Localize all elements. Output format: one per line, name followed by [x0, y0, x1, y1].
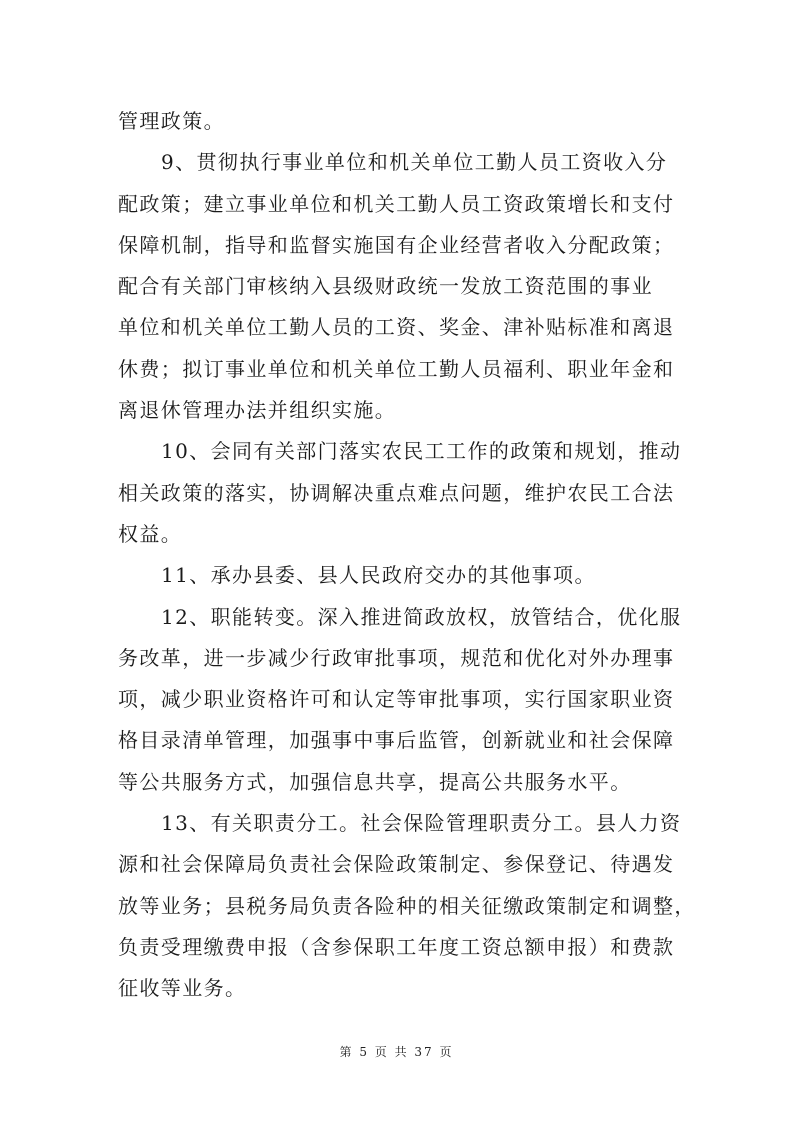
- text-line: 单位和机关单位工勤人员的工资、奖金、津补贴标准和离退: [118, 315, 675, 340]
- paragraph-item-11: [118, 555, 698, 596]
- paragraph-item-10: [118, 431, 698, 555]
- text-line: 项，减少职业资格许可和认定等审批事项，实行国家职业资: [118, 687, 675, 712]
- text-line: 负责受理缴费申报（含参保职工年度工资总额申报）和费款: [118, 934, 675, 959]
- text-line: 12、职能转变。深入推进简政放权，放管结合，优化服: [161, 604, 682, 629]
- paragraph-item-12: [118, 597, 698, 803]
- text-line: 离退休管理办法并组织实施。: [118, 398, 397, 423]
- text-line: 11、承办县委、县人民政府交办的其他事项。: [161, 563, 596, 588]
- paragraph-item-9: [118, 142, 698, 431]
- text-line: 保障机制，指导和监督实施国有企业经营者收入分配政策；: [118, 232, 675, 257]
- text-line: 13、有关职责分工。社会保险管理职责分工。县人力资: [161, 811, 682, 836]
- text-line: 源和社会保障局负责社会保险政策制定、参保登记、待遇发: [118, 852, 675, 877]
- document-body: [118, 101, 698, 1010]
- paragraph-continuation: [118, 101, 698, 142]
- paragraph-item-13: [118, 803, 698, 1009]
- text-line: 休费；拟订事业单位和机关单位工勤人员福利、职业年金和: [118, 356, 675, 381]
- text-line: 9、贯彻执行事业单位和机关单位工勤人员工资收入分: [161, 150, 668, 175]
- text-line: 权益。: [118, 521, 183, 546]
- text-line: 征收等业务。: [118, 976, 247, 1001]
- text-line: 等公共服务方式，加强信息共享，提高公共服务水平。: [118, 769, 632, 794]
- text-line: 放等业务；县税务局负责各险种的相关征缴政策制定和调整，: [118, 893, 696, 918]
- text-line: 10、会同有关部门落实农民工工作的政策和规划，推动: [161, 439, 682, 464]
- page-number-footer: 第 5 页 共 37 页: [339, 1045, 454, 1059]
- text-line: 管理政策。: [118, 109, 225, 133]
- text-line: 配政策；建立事业单位和机关工勤人员工资政策增长和支付: [118, 191, 675, 216]
- text-line: 相关政策的落实，协调解决重点难点问题，维护农民工合法: [118, 480, 675, 505]
- text-line: 务改革，进一步减少行政审批事项，规范和优化对外办理事: [118, 645, 675, 670]
- text-line: 配合有关部门审核纳入县级财政统一发放工资范围的事业: [118, 274, 653, 299]
- text-line: 格目录清单管理，加强事中事后监管，创新就业和社会保障: [118, 728, 675, 753]
